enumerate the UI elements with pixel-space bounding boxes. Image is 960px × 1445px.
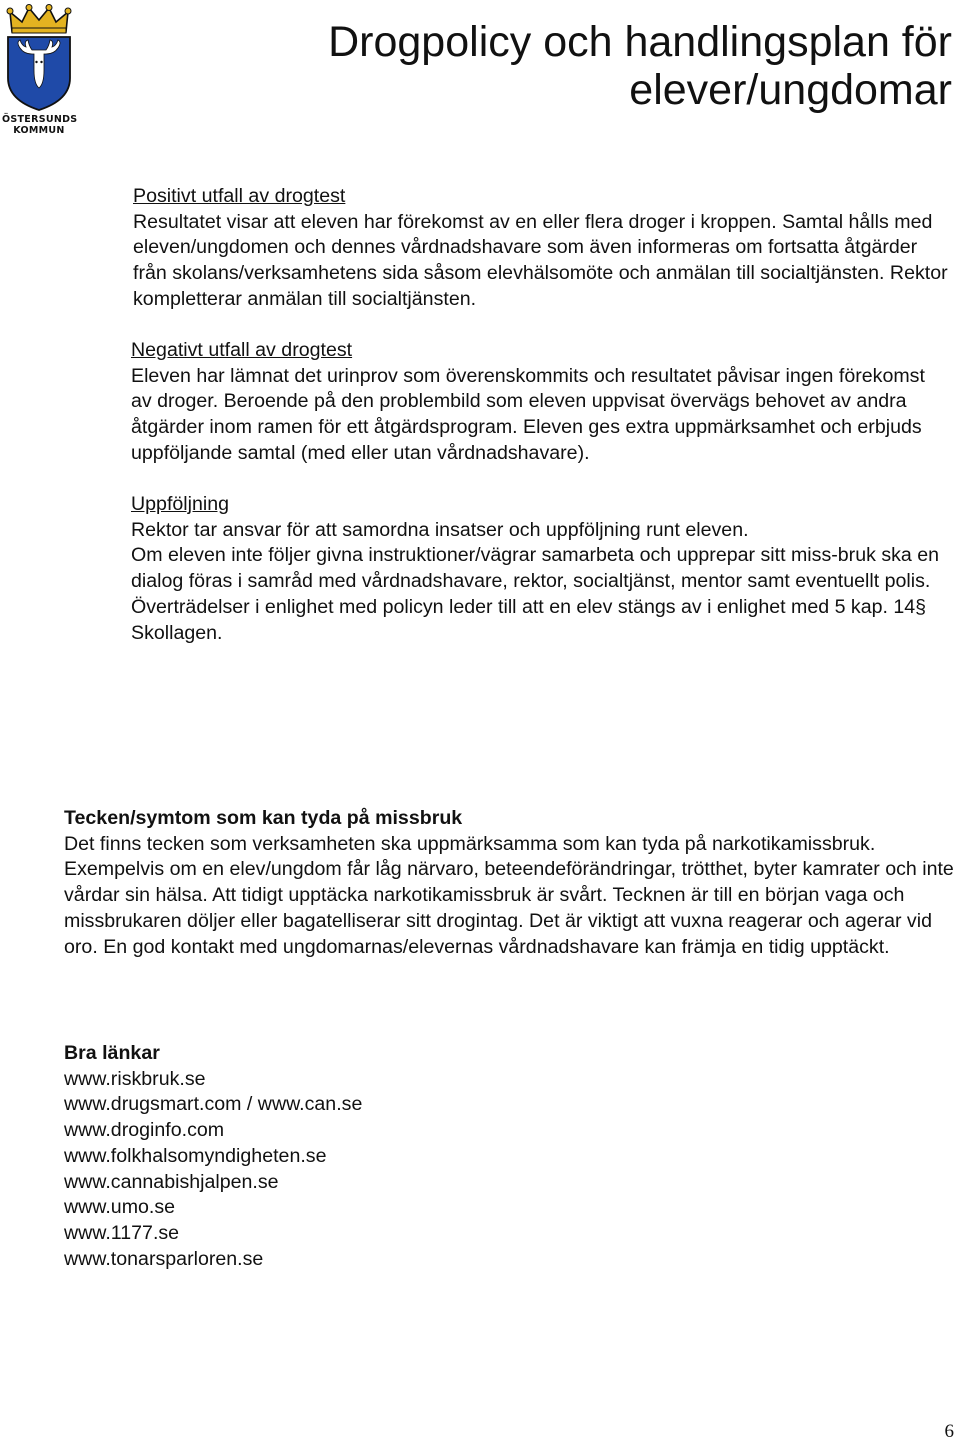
link-item[interactable]: www.cannabishjalpen.se (64, 1170, 279, 1193)
link-item[interactable]: www.riskbruk.se (64, 1067, 206, 1090)
section-body: Det finns tecken som verksamheten ska uppmärksamma som kan tyda på narkotikamissbruk. Exempelvis om en elev/ungdom får låg närvaro, beteendeförändringar, trötthet, byter kamrater och inte vårdar sin hälsa. Att tidigt upptäcka narkotikamissbruk är svårt. Tecknen är till en början vaga och missbrukaren döljer eller bagatelliserar sitt drogintag. Det är viktigt att vuxna reagerar och agerar vid oro. En god kontakt med ungdomarnas/elevernas vårdnadshavare kan främja en tidig upptäckt. (64, 832, 954, 958)
section-heading: Negativt utfall av drogtest (131, 339, 353, 361)
link-item[interactable]: www.drugsmart.com / www.can.se (64, 1093, 363, 1116)
section-links (64, 1041, 664, 1272)
page-number: 6 (944, 1421, 954, 1442)
link-item[interactable]: www.tonarsparloren.se (64, 1247, 264, 1270)
section-heading: Uppföljning (131, 493, 230, 515)
section-body: Rektor tar ansvar för att samordna insatser och uppföljning runt eleven. (131, 518, 749, 541)
logo-text-line-1: ÖSTERSUNDS (2, 114, 78, 125)
link-list (64, 1067, 664, 1273)
link-item[interactable]: www.droginfo.com (64, 1119, 225, 1142)
document-title: Drogpolicy och handlingsplan för elever/ungdomar (328, 18, 952, 114)
section-heading: Positivt utfall av drogtest (133, 185, 346, 207)
logo-text-line-2: KOMMUN (13, 125, 65, 136)
section-body: Eleven har lämnat det urinprov som överenskommits och resultatet påvisar ingen förekomst av droger. Beroende på den problembild som eleven uppvisat övervägs behovet av andra åtgärder inom ramen för ett åtgärdsprogram. Eleven ges extra uppmärksamhet och erbjuds uppföljande samtal (med eller utan vårdnadshavare). (131, 364, 925, 464)
section-body: Resultatet visar att eleven har förekomst av en eller flera droger i kroppen. Samtal hålls med eleven/ungdomen och dennes vårdnadshavare som även informeras om fortsatta åtgärder från skolans/verksamhetens sida såsom elevhälsomöte och anmälan till socialtjänsten. Rektor kompletterar anmälan till socialtjänsten. (133, 210, 948, 310)
section-positive-outcome (133, 184, 953, 313)
link-item[interactable]: www.folkhalsomyndigheten.se (64, 1144, 327, 1167)
link-item[interactable]: www.umo.se (64, 1196, 176, 1219)
link-item[interactable]: www.1177.se (64, 1221, 180, 1244)
section-heading: Tecken/symtom som kan tyda på missbruk (64, 807, 463, 829)
section-negative-outcome (131, 338, 951, 467)
section-signs (64, 806, 954, 960)
section-heading: Bra länkar (64, 1042, 160, 1064)
section-body: Om eleven inte följer givna instruktioner/vägrar samarbeta och upprepar sitt miss-bruk ska en dialog föras i samråd med vårdnadshavare, rektor, socialtjänst, mentor samt eventuellt polis. Överträdelser i enlighet med policyn leder till att en elev stängs av i enlighet med 5 kap. 14§ Skollagen. (131, 544, 940, 644)
section-followup (131, 492, 951, 646)
